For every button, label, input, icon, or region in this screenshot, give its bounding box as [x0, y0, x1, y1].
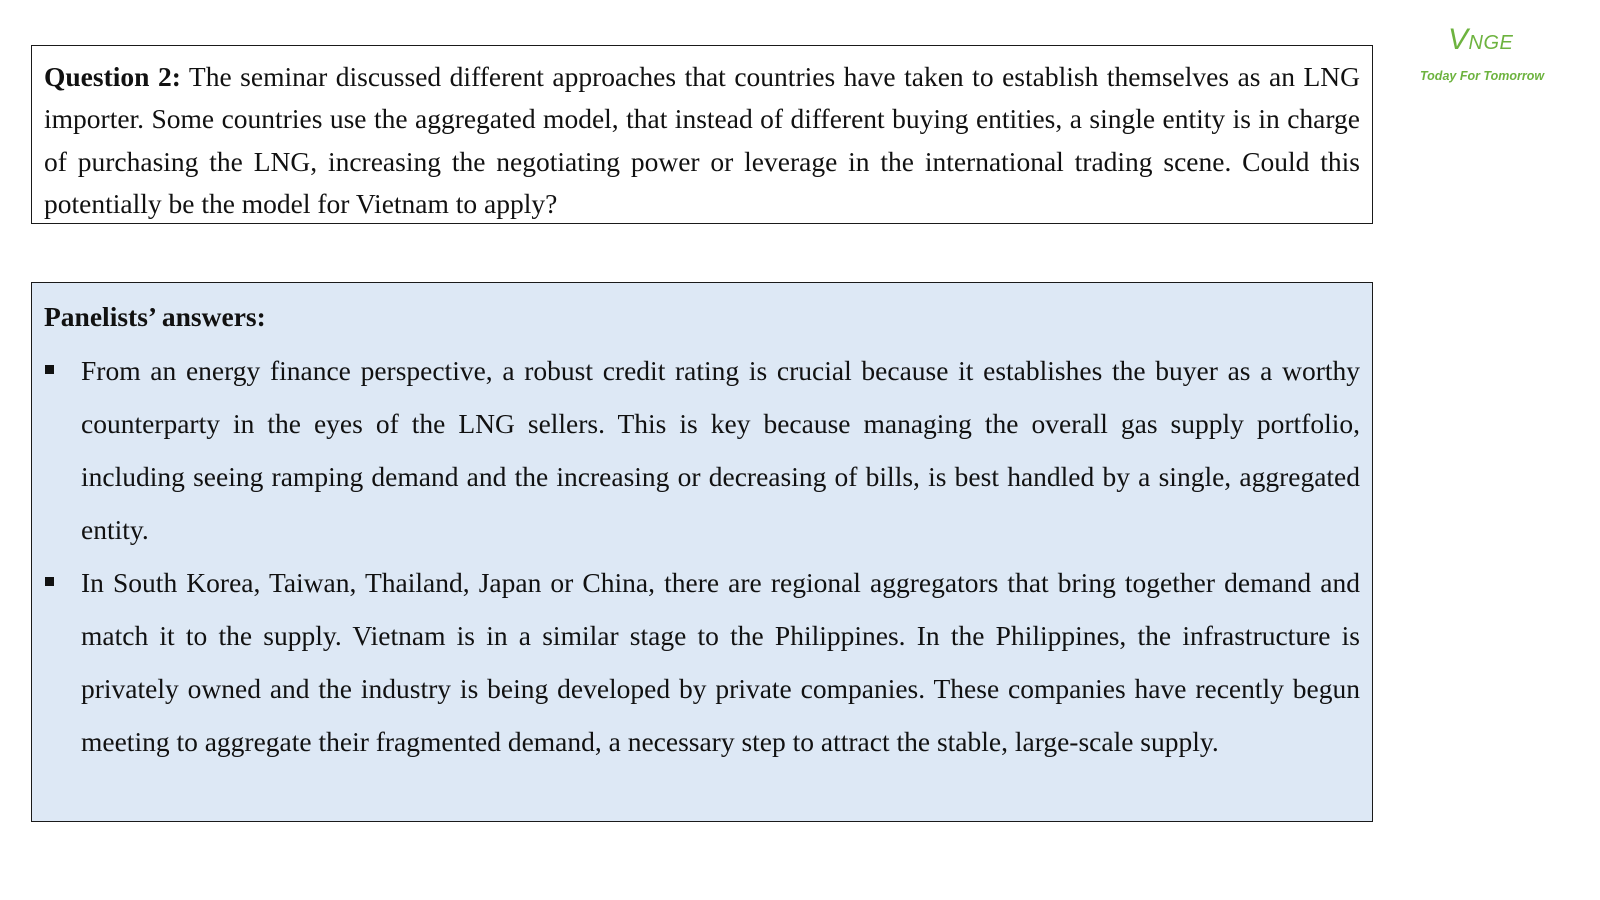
answers-heading: Panelists’ answers: — [44, 301, 266, 332]
answer-item — [44, 556, 1360, 768]
question-label: Question 2: — [44, 61, 181, 92]
question-paragraph — [44, 56, 1360, 225]
answer-item — [44, 344, 1360, 556]
question-text: The seminar discussed different approaches that countries have taken to establish themselves as an LNG importer. Some countries use the aggregated model, that instead of different buying entities, a single entity is in charge of purchasing the LNG, increasing the negotiating power or leverage in the international trading scene. Could this potentially be the model for Vietnam to apply? — [44, 61, 1360, 219]
logo-wordmark-rest: NGE — [1468, 32, 1514, 54]
logo-wordmark — [1448, 22, 1513, 61]
vnge-logo — [1418, 18, 1548, 88]
answer-text: From an energy finance perspective, a robust credit rating is crucial because it establishes the buyer as a worthy counterparty in the eyes of the LNG sellers. This is key because managing the overall gas supply portfolio, including seeing ramping demand and the increasing or decreasing of bills, is best handled by a single, aggregated entity. — [81, 355, 1360, 545]
answers-list — [44, 344, 1360, 768]
square-bullet-icon — [45, 365, 54, 374]
question-box — [31, 45, 1373, 224]
square-bullet-icon — [45, 577, 54, 586]
logo-tagline: Today For Tomorrow — [1420, 69, 1545, 83]
logo-wordmark-initial: V — [1448, 23, 1469, 56]
answer-text: In South Korea, Taiwan, Thailand, Japan or China, there are regional aggregators that bring together demand and match it to the supply. Vietnam is in a similar stage to the Philippines. In the Philippines, the infrastructure is privately owned and the industry is being developed by private companies. These companies have recently begun meeting to aggregate their fragmented demand, a necessary step to attract the stable, large-scale supply. — [81, 567, 1360, 757]
answers-box — [31, 282, 1373, 822]
